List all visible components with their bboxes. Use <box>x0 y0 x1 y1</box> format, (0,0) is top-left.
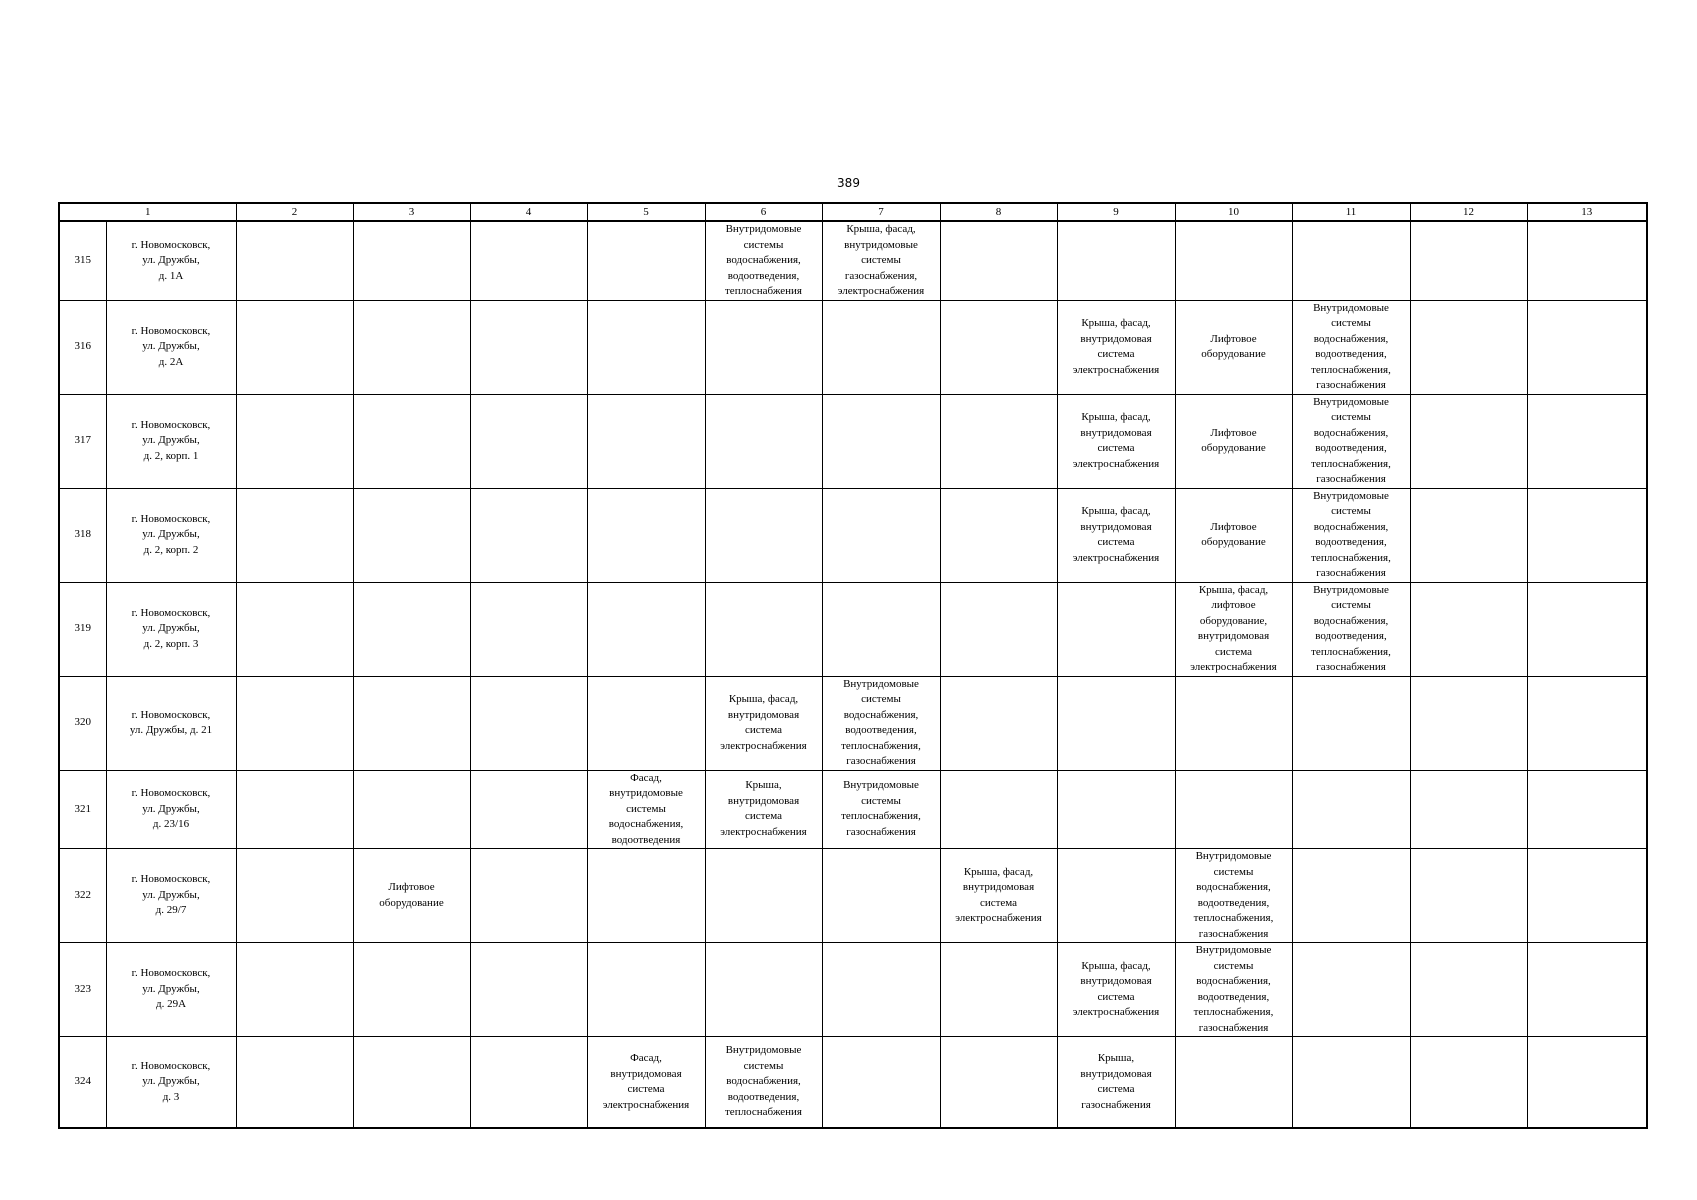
work-cell-col-3 <box>353 394 470 488</box>
work-cell-col-13 <box>1527 582 1647 676</box>
work-cell-col-4 <box>470 770 587 849</box>
work-cell-col-10 <box>1175 1037 1292 1129</box>
work-cell-col-2 <box>236 849 353 943</box>
work-cell-col-13 <box>1527 1037 1647 1129</box>
work-cell-col-13 <box>1527 300 1647 394</box>
work-cell-col-5 <box>587 394 705 488</box>
work-cell-col-11 <box>1292 221 1410 300</box>
work-cell-col-8 <box>940 488 1057 582</box>
work-cell-col-6 <box>705 394 822 488</box>
work-cell-col-6 <box>705 488 822 582</box>
work-cell-col-12 <box>1410 849 1527 943</box>
work-cell-col-7 <box>822 394 940 488</box>
work-cell-col-2 <box>236 300 353 394</box>
table-row <box>59 676 1647 770</box>
work-cell-col-10 <box>1175 221 1292 300</box>
work-cell-col-2 <box>236 221 353 300</box>
work-cell-col-6 <box>705 943 822 1037</box>
row-number: 318 <box>59 488 106 582</box>
work-cell-col-5 <box>587 943 705 1037</box>
work-cell-col-9 <box>1057 676 1175 770</box>
column-header-4: 4 <box>470 203 587 221</box>
work-cell-col-10 <box>1175 676 1292 770</box>
work-cell-col-10: Внутридомовые системы водоснабжения, водоотведения, теплоснабжения, газоснабжения <box>1175 943 1292 1037</box>
address-cell: г. Новомосковск, ул. Дружбы, д. 1А <box>106 221 236 300</box>
work-cell-col-10: Крыша, фасад, лифтовое оборудование, внутридомовая система электроснабжения <box>1175 582 1292 676</box>
work-cell-col-12 <box>1410 221 1527 300</box>
row-number: 322 <box>59 849 106 943</box>
work-cell-col-3 <box>353 300 470 394</box>
column-number-header <box>59 203 1647 221</box>
work-cell-col-10: Лифтовое оборудование <box>1175 394 1292 488</box>
work-cell-col-8 <box>940 1037 1057 1129</box>
work-cell-col-7 <box>822 300 940 394</box>
work-cell-col-10 <box>1175 770 1292 849</box>
work-cell-col-5: Фасад, внутридомовая система электроснабжения <box>587 1037 705 1129</box>
work-cell-col-2 <box>236 676 353 770</box>
work-cell-col-7 <box>822 849 940 943</box>
row-number: 323 <box>59 943 106 1037</box>
row-number: 319 <box>59 582 106 676</box>
table-row <box>59 300 1647 394</box>
column-header-13: 13 <box>1527 203 1647 221</box>
repair-schedule-table <box>58 202 1648 1129</box>
work-cell-col-3 <box>353 676 470 770</box>
column-header-9: 9 <box>1057 203 1175 221</box>
work-cell-col-11 <box>1292 1037 1410 1129</box>
work-cell-col-6 <box>705 582 822 676</box>
work-cell-col-11: Внутридомовые системы водоснабжения, водоотведения, теплоснабжения, газоснабжения <box>1292 582 1410 676</box>
work-cell-col-12 <box>1410 676 1527 770</box>
work-cell-col-7: Внутридомовые системы теплоснабжения, газоснабжения <box>822 770 940 849</box>
work-cell-col-4 <box>470 488 587 582</box>
work-cell-col-6: Внутридомовые системы водоснабжения, водоотведения, теплоснабжения <box>705 221 822 300</box>
table-row <box>59 943 1647 1037</box>
work-cell-col-4 <box>470 676 587 770</box>
work-cell-col-5 <box>587 849 705 943</box>
work-cell-col-8 <box>940 394 1057 488</box>
work-cell-col-2 <box>236 1037 353 1129</box>
work-cell-col-9 <box>1057 770 1175 849</box>
work-cell-col-9: Крыша, фасад, внутридомовая система электроснабжения <box>1057 300 1175 394</box>
work-cell-col-13 <box>1527 770 1647 849</box>
work-cell-col-10: Лифтовое оборудование <box>1175 488 1292 582</box>
work-cell-col-12 <box>1410 943 1527 1037</box>
work-cell-col-6 <box>705 849 822 943</box>
work-cell-col-12 <box>1410 582 1527 676</box>
address-cell: г. Новомосковск, ул. Дружбы, д. 2, корп. 3 <box>106 582 236 676</box>
work-cell-col-8: Крыша, фасад, внутридомовая система электроснабжения <box>940 849 1057 943</box>
row-number: 317 <box>59 394 106 488</box>
work-cell-col-13 <box>1527 488 1647 582</box>
work-cell-col-8 <box>940 770 1057 849</box>
row-number: 324 <box>59 1037 106 1129</box>
work-cell-col-12 <box>1410 394 1527 488</box>
work-cell-col-4 <box>470 943 587 1037</box>
work-cell-col-7 <box>822 582 940 676</box>
row-number: 320 <box>59 676 106 770</box>
column-header-2: 2 <box>236 203 353 221</box>
address-cell: г. Новомосковск, ул. Дружбы, д. 23/16 <box>106 770 236 849</box>
column-header-6: 6 <box>705 203 822 221</box>
work-cell-col-11 <box>1292 943 1410 1037</box>
work-cell-col-2 <box>236 770 353 849</box>
work-cell-col-11: Внутридомовые системы водоснабжения, водоотведения, теплоснабжения, газоснабжения <box>1292 394 1410 488</box>
work-cell-col-3 <box>353 943 470 1037</box>
work-cell-col-11: Внутридомовые системы водоснабжения, водоотведения, теплоснабжения, газоснабжения <box>1292 488 1410 582</box>
work-cell-col-6 <box>705 300 822 394</box>
work-cell-col-3 <box>353 770 470 849</box>
work-cell-col-8 <box>940 221 1057 300</box>
work-cell-col-5 <box>587 300 705 394</box>
work-cell-col-5: Фасад, внутридомовые системы водоснабжения, водоотведения <box>587 770 705 849</box>
work-cell-col-2 <box>236 582 353 676</box>
table-row <box>59 221 1647 300</box>
work-cell-col-7 <box>822 943 940 1037</box>
table-row <box>59 488 1647 582</box>
column-header-11: 11 <box>1292 203 1410 221</box>
work-cell-col-3: Лифтовое оборудование <box>353 849 470 943</box>
work-cell-col-12 <box>1410 770 1527 849</box>
row-number: 315 <box>59 221 106 300</box>
work-cell-col-11 <box>1292 770 1410 849</box>
work-cell-col-5 <box>587 488 705 582</box>
work-cell-col-5 <box>587 676 705 770</box>
work-cell-col-9: Крыша, фасад, внутридомовая система электроснабжения <box>1057 488 1175 582</box>
work-cell-col-12 <box>1410 488 1527 582</box>
work-cell-col-9: Крыша, фасад, внутридомовая система электроснабжения <box>1057 943 1175 1037</box>
work-cell-col-13 <box>1527 943 1647 1037</box>
column-header-1: 1 <box>59 203 236 221</box>
work-cell-col-8 <box>940 943 1057 1037</box>
work-cell-col-5 <box>587 582 705 676</box>
column-header-5: 5 <box>587 203 705 221</box>
work-cell-col-9 <box>1057 849 1175 943</box>
work-cell-col-7: Крыша, фасад, внутридомовые системы газоснабжения, электроснабжения <box>822 221 940 300</box>
work-cell-col-12 <box>1410 1037 1527 1129</box>
column-header-8: 8 <box>940 203 1057 221</box>
address-cell: г. Новомосковск, ул. Дружбы, д. 2А <box>106 300 236 394</box>
column-header-12: 12 <box>1410 203 1527 221</box>
work-cell-col-13 <box>1527 676 1647 770</box>
work-cell-col-9: Крыша, фасад, внутридомовая система электроснабжения <box>1057 394 1175 488</box>
work-cell-col-6: Внутридомовые системы водоснабжения, водоотведения, теплоснабжения <box>705 1037 822 1129</box>
table-row <box>59 582 1647 676</box>
work-cell-col-8 <box>940 582 1057 676</box>
row-number: 321 <box>59 770 106 849</box>
work-cell-col-13 <box>1527 221 1647 300</box>
work-cell-col-7 <box>822 488 940 582</box>
column-header-10: 10 <box>1175 203 1292 221</box>
work-cell-col-8 <box>940 676 1057 770</box>
address-cell: г. Новомосковск, ул. Дружбы, д. 29А <box>106 943 236 1037</box>
work-cell-col-7: Внутридомовые системы водоснабжения, водоотведения, теплоснабжения, газоснабжения <box>822 676 940 770</box>
address-cell: г. Новомосковск, ул. Дружбы, д. 2, корп. 2 <box>106 488 236 582</box>
table-body <box>59 203 1647 1128</box>
work-cell-col-4 <box>470 1037 587 1129</box>
work-cell-col-11 <box>1292 676 1410 770</box>
work-cell-col-4 <box>470 300 587 394</box>
work-cell-col-10: Лифтовое оборудование <box>1175 300 1292 394</box>
page-number: 389 <box>837 176 860 190</box>
work-cell-col-8 <box>940 300 1057 394</box>
work-cell-col-2 <box>236 394 353 488</box>
work-cell-col-4 <box>470 221 587 300</box>
work-cell-col-7 <box>822 1037 940 1129</box>
address-cell: г. Новомосковск, ул. Дружбы, д. 21 <box>106 676 236 770</box>
work-cell-col-12 <box>1410 300 1527 394</box>
row-number: 316 <box>59 300 106 394</box>
work-cell-col-5 <box>587 221 705 300</box>
work-cell-col-11: Внутридомовые системы водоснабжения, водоотведения, теплоснабжения, газоснабжения <box>1292 300 1410 394</box>
work-cell-col-2 <box>236 943 353 1037</box>
work-cell-col-2 <box>236 488 353 582</box>
table-row <box>59 770 1647 849</box>
address-cell: г. Новомосковск, ул. Дружбы, д. 3 <box>106 1037 236 1129</box>
work-cell-col-4 <box>470 849 587 943</box>
work-cell-col-4 <box>470 394 587 488</box>
work-cell-col-13 <box>1527 849 1647 943</box>
work-cell-col-9: Крыша, внутридомовая система газоснабжения <box>1057 1037 1175 1129</box>
work-cell-col-6: Крыша, фасад, внутридомовая система электроснабжения <box>705 676 822 770</box>
column-header-7: 7 <box>822 203 940 221</box>
work-cell-col-4 <box>470 582 587 676</box>
work-cell-col-13 <box>1527 394 1647 488</box>
table-row <box>59 849 1647 943</box>
work-cell-col-10: Внутридомовые системы водоснабжения, водоотведения, теплоснабжения, газоснабжения <box>1175 849 1292 943</box>
column-header-3: 3 <box>353 203 470 221</box>
work-cell-col-11 <box>1292 849 1410 943</box>
address-cell: г. Новомосковск, ул. Дружбы, д. 2, корп. 1 <box>106 394 236 488</box>
work-cell-col-3 <box>353 1037 470 1129</box>
table-row <box>59 394 1647 488</box>
work-cell-col-3 <box>353 582 470 676</box>
work-cell-col-6: Крыша, внутридомовая система электроснабжения <box>705 770 822 849</box>
work-cell-col-9 <box>1057 582 1175 676</box>
work-cell-col-3 <box>353 488 470 582</box>
address-cell: г. Новомосковск, ул. Дружбы, д. 29/7 <box>106 849 236 943</box>
work-cell-col-9 <box>1057 221 1175 300</box>
table-row <box>59 1037 1647 1129</box>
work-cell-col-3 <box>353 221 470 300</box>
